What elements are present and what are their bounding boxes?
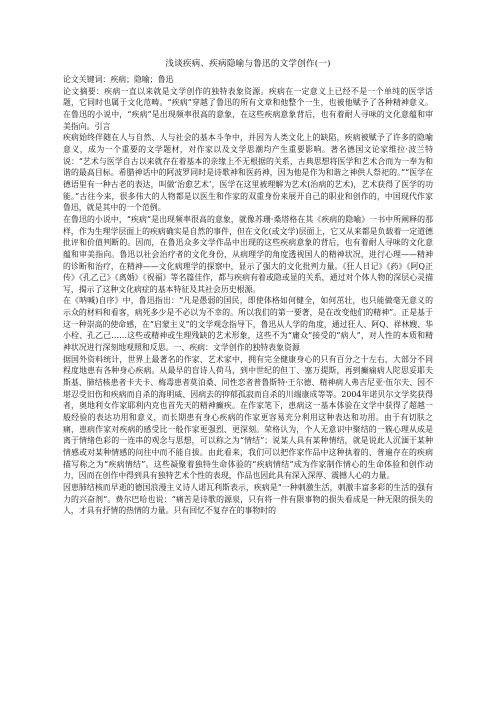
abstract-paragraph: 论文摘要：疾病一直以来就是文学创作的独特表象资源。疾病在一定意义上已经不是一个单纯的医学话题，它同时也属于文化范畴。“疾病”穿越了鲁迅的所有文章和他整个一生，也被他赋予了各种精神意义。在鲁迅的小说中，“疾病”是出现频率很高的意象，在这些疾病意象背后，也有着耐人寻味的文化意蕴和审美指向。引言 [63, 86, 433, 131]
body-paragraph: 在鲁迅的小说中，“疾病”是出现频率很高的意象，就像苏珊·桑塔格在其《疾病的隐喻》一书中所阐释的那样，作为生理学层面上的疾病确实是自然的事件，但在文化(或文学)层面上，它又从来都是负载着一定道德批评和价值判断的。因而，在鲁迅众多文学作品中出现的这些疾病意象的背后，也有着耐人寻味的文化意蕴和审美指向。鲁迅以社会治疗者的文化身份，从病理学的角度透视国人的精神状况，进行心理——精神的诊断和治疗，在精神——文化病理学的探察中，显示了强大的文化批判力量。《狂人日记》《药》《阿Q正传》《孔乙己》《离婚》《祝福》等名篇佳作，都与疾病有着或隐或显的关系，通过对个体人物的深层心灵描写，揭示了这种文化病症的基本特征及其社会历史根源。 [63, 214, 433, 294]
body-paragraph: 因患肺结核而早逝的德国浪漫主义诗人诺瓦利斯表示，疾病是“一种刺激生活，刺激丰富多彩的生活的强有力的兴奋剂”。费尔巴哈也说：“痛苦是诗歌的源泉，只有将一件有限事物的损失看成是一种无限的损失的人，才具有抒情的热情的力量。只有回忆不复存在的事物时的 [63, 482, 433, 516]
body-paragraph: 疾病始终伴随在人与自然、人与社会的基本斗争中，并因为人类文化上的缺陷，疾病被赋予了许多的隐喻意义，成为一个重要的文学题材，对作家以及文学思潮均产生重要影响。著名德国文论家维拉·波兰特说：“艺术与医学自古以来就存在着基本的亲缘上不无根据的关系，古典思想将医学和艺术合而为一奉为和谐的最高目标。希腊神话中的阿波罗同时是诗歌神和医药神，因为他是作为和谐之神供人祭祀的。”“医学在德语里有一种古老的表达，叫做‘治愈艺术’，医学在这里被理解为艺术(治病的艺术)，艺术获得了医学的功能。”古往今来，很多伟大的人物都是以医生和作家的双重身份来展开自己的职业和创作的，中国现代作家鲁迅，就是其中的一个范例。 [63, 133, 433, 213]
document-body [63, 74, 433, 517]
body-paragraph: 据国外资料统计，世界上最著名的作家、艺术家中，拥有完全健康身心的只有百分之十左右，大部分不同程度地患有各种身心疾病。从最早的盲诗人荷马，到中世纪的但丁、塞万提斯，再到癫痫病人陀思妥耶夫斯基、肺结核患者卡夫卡、梅毒患者莫泊桑、同性恋者普鲁斯特·王尔德、精神病人弗吉尼亚·伍尔夫、因不堪忍受旧伤和疾病而自杀的海明威、因病去的抑郁孤寂而自杀的川端康成等等。2004年诺贝尔文学奖获得者，奥地利女作家耶利内克也首先天的精神癫疾。在作家笔下，患病这一基本体验在文学中获得了超越一般经验的表达功用和意义，而长期患有身心疾病的作家更容易充分利用这种表达和功用。由于有切肤之痛，患病作家对疾病的感受比一般作家更强烈、更深刻。荣格认为，个人无意识中聚结的一簇心理从成是离于情绪色彩的一连串的观念与思想，可以称之为“情结”；说某人具有某种情结，就是说此人沉湎于某种情感或对某种情感的问往中而不能自拔。由此看来，我们可以把作家作品中这种执着的、普遍存在的疾病描写称之为“疾病情结”。这些凝聚着独特生命体验的“疾病情结”成为作家制作情心的生命体验和创作动力，因而在创作中得到具有独特艺术个性的表现，作品也因此具有深入深厚、震撼人心的力量。 [63, 354, 433, 481]
keywords-paragraph: 论文关键词：疾病；隐喻；鲁迅 [63, 75, 174, 84]
body-paragraph: 在《呐喊)自序》中，鲁迅指出：“凡是愚弱的国民，即使体格如何健全，如何茁壮，也只能做毫无意义的示众的材料和看客，病死多少是不必以为不幸的。所以我们的第一要著，是在改变他们的精神”。正是基于这一种崇高的使命感，在“启蒙主义”的文学观念指导下，鲁迅从人学的角度，通过狂人、阿Q、祥林嫂、华小栓、孔乙己……这些或精神或生理残缺的艺术形象，这些不为“庸众”接受的“病人”，对人性的本质和精神状况进行深刻地观照和反思。一、疾病：文学创作的独特表象资源 [63, 296, 433, 353]
document-title: 浅谈疾病、疾病隐喻与鲁迅的文学创作(一) [165, 59, 331, 69]
